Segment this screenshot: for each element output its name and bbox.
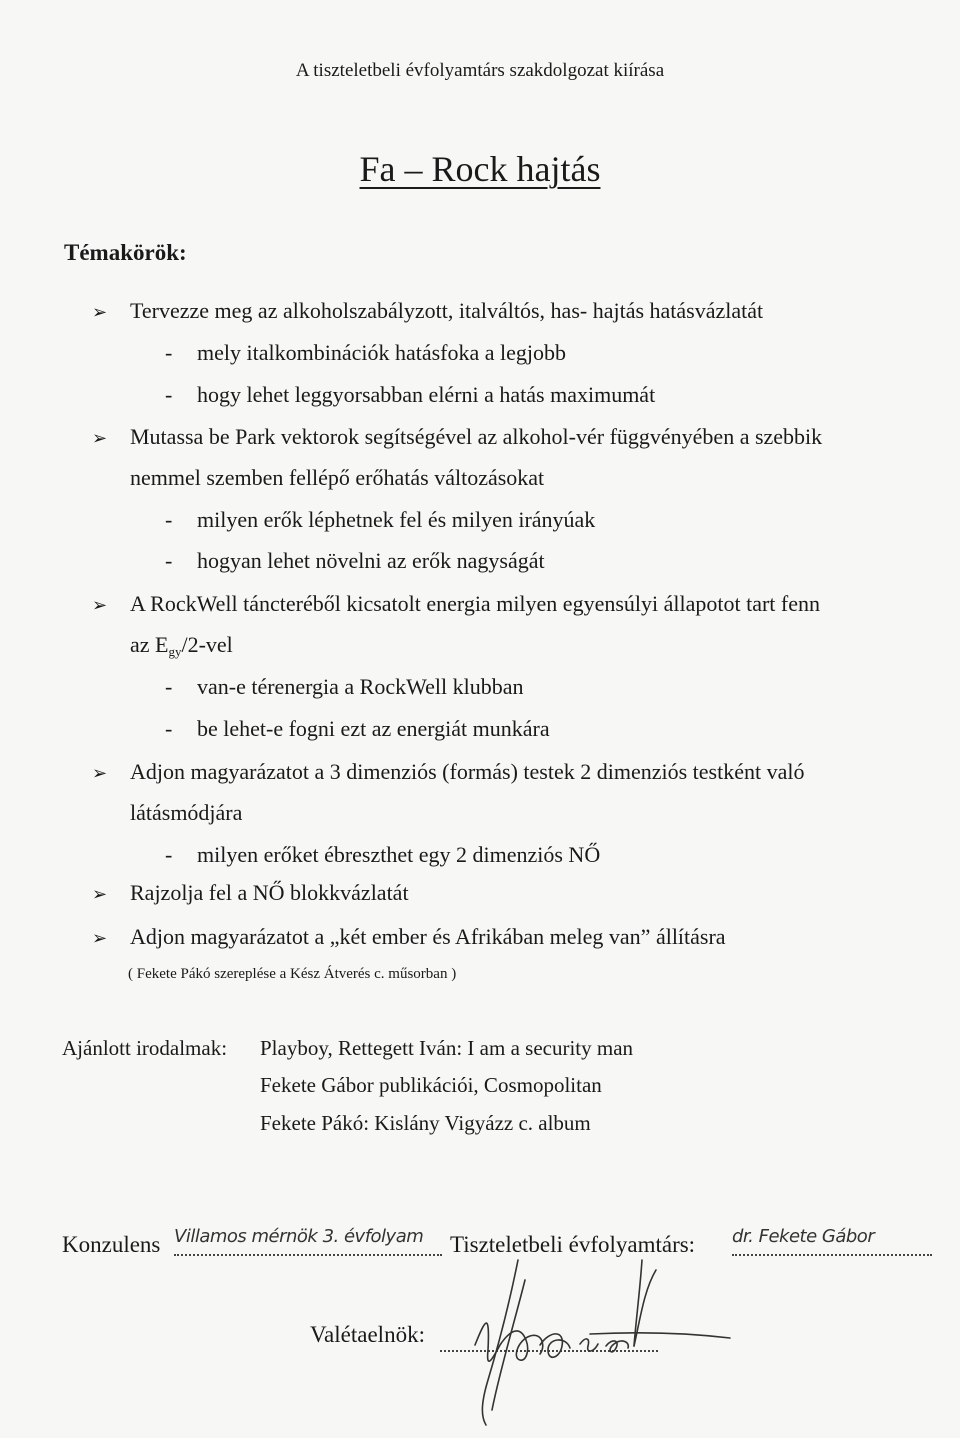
arrow-bullet-icon: ➢ bbox=[92, 595, 108, 615]
topic-1-sub-1: mely italkombinációk hatásfoka a legjobb bbox=[197, 340, 567, 365]
consultant-handwritten-value: Villamos mérnök 3. évfolyam bbox=[174, 1226, 442, 1256]
topic-4-line-2: látásmódjára bbox=[130, 800, 243, 825]
consultant-label: Konzulens bbox=[62, 1232, 161, 1257]
arrow-bullet-icon: ➢ bbox=[92, 884, 108, 904]
dash-bullet: - bbox=[165, 548, 173, 573]
formula-prefix: az E bbox=[130, 632, 169, 657]
topic-1-line-1: Tervezze meg az alkoholszabályzott, italváltós, has- hajtás hatásvázlatát bbox=[130, 298, 764, 323]
topic-5-line-1: Rajzolja fel a NŐ blokkvázlatát bbox=[130, 880, 409, 905]
topic-3-sub-2: be lehet-e fogni ezt az energiát munkára bbox=[197, 716, 550, 741]
dash-bullet: - bbox=[165, 716, 173, 741]
topic-6-line-1: Adjon magyarázatot a „két ember és Afrikában meleg van” állításra bbox=[130, 924, 726, 949]
dash-bullet: - bbox=[165, 507, 173, 532]
dash-bullet: - bbox=[165, 674, 173, 699]
literature-item: Fekete Gábor publikációi, Cosmopolitan bbox=[260, 1073, 602, 1097]
dash-bullet: - bbox=[165, 382, 173, 407]
topic-3-formula bbox=[130, 632, 233, 660]
arrow-bullet-icon: ➢ bbox=[92, 428, 108, 448]
arrow-bullet-icon: ➢ bbox=[92, 928, 108, 948]
topic-4-sub-1: milyen erőket ébreszthet egy 2 dimenziós NŐ bbox=[197, 842, 601, 867]
topic-1-sub-2: hogy lehet leggyorsabban elérni a hatás maximumát bbox=[197, 382, 656, 407]
section-title: Témakörök: bbox=[64, 240, 187, 265]
dash-bullet: - bbox=[165, 340, 173, 365]
topic-2-sub-2: hogyan lehet növelni az erők nagyságát bbox=[197, 548, 545, 573]
document-header: A tiszteletbeli évfolyamtárs szakdolgozat kiírása bbox=[295, 60, 665, 81]
literature-item: Fekete Pákó: Kislány Vigyázz c. album bbox=[260, 1111, 591, 1135]
topic-2-line-2: nemmel szemben fellépő erőhatás változásokat bbox=[130, 465, 545, 490]
topic-2-line-1: Mutassa be Park vektorok segítségével az alkohol-vér függvényében a szebbik bbox=[130, 424, 823, 449]
formula-suffix: /2-vel bbox=[181, 632, 233, 657]
literature-item: Playboy, Rettegett Iván: I am a security man bbox=[260, 1036, 634, 1060]
topic-note: ( Fekete Pákó szereplése a Kész Átverés c. műsorban ) bbox=[128, 966, 457, 982]
document-title: Fa – Rock hajtás bbox=[359, 149, 601, 189]
president-label: Valétaelnök: bbox=[310, 1322, 425, 1347]
topic-3-line-1: A RockWell táncteréből kicsatolt energia milyen egyensúlyi állapotot tart fenn bbox=[130, 591, 821, 616]
literature-label: Ajánlott irodalmak: bbox=[62, 1036, 228, 1060]
dash-bullet: - bbox=[165, 842, 173, 867]
topic-2-sub-1: milyen erők léphetnek fel és milyen irányúak bbox=[197, 507, 596, 532]
topic-3-sub-1: van-e térenergia a RockWell klubban bbox=[197, 674, 524, 699]
formula-subscript: gy bbox=[168, 644, 182, 659]
arrow-bullet-icon: ➢ bbox=[92, 763, 108, 783]
honorary-handwritten-value: dr. Fekete Gábor bbox=[732, 1226, 932, 1256]
arrow-bullet-icon: ➢ bbox=[92, 302, 108, 322]
topic-4-line-1: Adjon magyarázatot a 3 dimenziós (formás) testek 2 dimenziós testként való bbox=[130, 759, 805, 784]
president-signature-scribble bbox=[430, 1250, 750, 1430]
honorary-label: Tiszteletbeli évfolyamtárs: bbox=[450, 1232, 696, 1257]
